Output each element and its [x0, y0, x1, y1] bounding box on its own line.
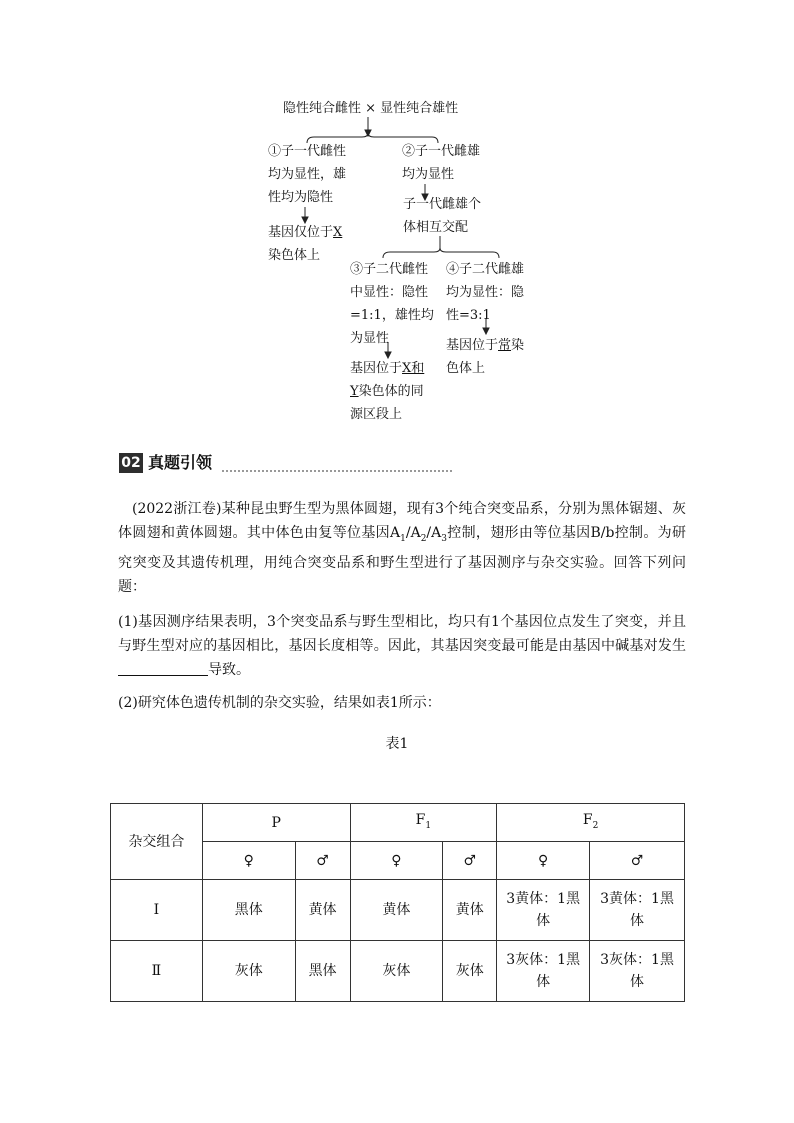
table-row	[111, 941, 685, 1002]
allele-subscript: 1	[400, 533, 406, 544]
diagram-text: ④子二代雌雄	[446, 262, 525, 277]
diagram-right-branch	[402, 140, 480, 186]
group-label: F	[415, 811, 426, 828]
diagram-underlined: X	[333, 225, 343, 240]
question-1-text: (1)基因测序结果表明，3个突变品系与野生型相比，均只有1个基因位点发生了突变，并且与野生型对应的基因相比，基因长度相等。因此，其基因突变最可能是由基因中碱基对发生	[118, 614, 686, 654]
diagram-underlined: Y	[350, 384, 359, 399]
allele-notation	[390, 525, 447, 544]
diagram-text: 性=3:1	[446, 308, 491, 323]
diagram-text: ①子一代雌性	[268, 144, 347, 159]
diagram-text: 色体上	[446, 361, 486, 376]
diagram-text: 为显性	[350, 331, 390, 346]
diagram-underlined: X和	[402, 361, 425, 376]
intro-prefix: (2022浙江卷)某种昆虫野生型为黑体圆翅，现有3个纯合突变品系，分别为黑体锯翅、灰体圆翅和黄体圆翅。其中体色由复等位基因	[118, 501, 686, 541]
sex-female-cell: ♀	[497, 842, 590, 880]
intro-suffix: 控制，翅形由等位基因B/b控制。为研究突变及其遗传机理，用纯合突变品系和野生型进行了基因测序与杂交实验。回答下列问题：	[118, 525, 687, 595]
diagram-left-result	[268, 221, 342, 267]
group-label: P	[271, 814, 281, 831]
diagram-right-cross	[403, 193, 481, 239]
table-cell: 黄体	[443, 880, 497, 941]
table-cell: 黑体	[295, 941, 350, 1002]
diagram-text: 中显性：隐性	[350, 285, 429, 300]
question-1	[118, 610, 686, 682]
diagram-branch-3-result	[350, 357, 424, 426]
group-subscript: 1	[425, 820, 432, 831]
diagram-text: 子一代雌雄个	[403, 197, 482, 212]
diagram-text: 基因位于	[350, 361, 403, 376]
answer-blank[interactable]	[118, 659, 208, 676]
diagram-text: 源区段上	[350, 407, 403, 422]
diagram-text: 均为显性	[402, 167, 455, 182]
allele-subscript: 3	[441, 533, 447, 544]
diagram-left-branch	[268, 140, 346, 209]
sex-male-cell: ♂	[443, 842, 497, 880]
row-id-cell: Ⅰ	[111, 880, 203, 941]
sex-female-cell: ♀	[202, 842, 295, 880]
diagram-text: 基因仅位于	[268, 225, 334, 240]
table-cell: 灰体	[350, 941, 443, 1002]
diagram-branch-4	[446, 258, 524, 327]
diagram-text: 均为显性，雄	[268, 167, 347, 182]
diagram-text: 性均为隐性	[268, 190, 334, 205]
allele-text: /A	[405, 525, 421, 541]
section-number-badge: 02	[119, 453, 143, 473]
table-cell: 3黄体：1黑体	[590, 880, 685, 941]
table-cell: 灰体	[443, 941, 497, 1002]
diagram-text: =1:1，雄性均	[350, 308, 434, 323]
question-2: (2)研究体色遗传机制的杂交实验，结果如表1所示：	[118, 695, 441, 711]
allele-subscript: 2	[420, 533, 427, 544]
table-group-header	[497, 804, 685, 842]
cross-results-table	[110, 803, 685, 1002]
diagram-top-cross: 隐性纯合雌性 × 显性纯合雄性	[283, 101, 459, 116]
table-cell: 黄体	[350, 880, 443, 941]
table-header-row	[111, 804, 685, 842]
allele-text: /A	[426, 525, 442, 541]
sex-male-cell: ♂	[295, 842, 350, 880]
diagram-underlined: 常	[498, 338, 512, 353]
table-cell: 3灰体：1黑体	[590, 941, 685, 1002]
section-divider	[222, 470, 452, 472]
allele-text: A	[390, 525, 401, 541]
table-group-header	[350, 804, 497, 842]
diagram-text: ③子二代雌性	[350, 262, 429, 277]
diagram-text: 染色体上	[268, 248, 321, 263]
diagram-text: 体相互交配	[403, 220, 469, 235]
section-title: 真题引领	[148, 453, 213, 472]
diagram-branch-4-result	[446, 334, 524, 380]
diagram-text: 染色体的同	[358, 384, 424, 399]
table-caption: 表1	[385, 736, 409, 752]
sex-male-cell: ♂	[590, 842, 685, 880]
table-row	[111, 880, 685, 941]
row-id-cell: Ⅱ	[111, 941, 203, 1002]
table-cell: 黑体	[202, 880, 295, 941]
group-label: F	[582, 811, 593, 828]
diagram-text: 均为显性：隐	[446, 285, 525, 300]
question-1-end: 导致。	[208, 662, 250, 678]
group-subscript: 2	[592, 820, 599, 831]
table-cell: 灰体	[202, 941, 295, 1002]
diagram-text: 染	[511, 338, 525, 353]
diagram-text: 基因位于	[446, 338, 499, 353]
table-cell: 黄体	[295, 880, 350, 941]
diagram-branch-3	[350, 258, 434, 350]
table-cell: 3灰体：1黑体	[497, 941, 590, 1002]
table-cell: 3黄体：1黑体	[497, 880, 590, 941]
question-intro	[118, 497, 686, 599]
diagram-text: ②子一代雌雄	[402, 144, 481, 159]
sex-female-cell: ♀	[350, 842, 443, 880]
table-corner-cell: 杂交组合	[111, 804, 203, 880]
table-group-header	[202, 804, 350, 842]
